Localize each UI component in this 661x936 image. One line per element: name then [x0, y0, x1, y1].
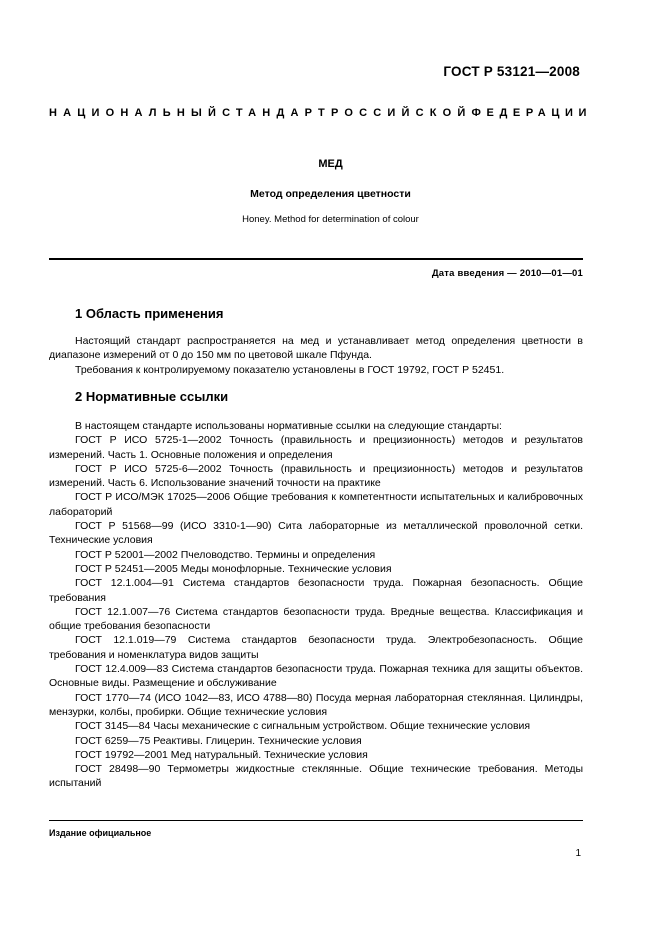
section-body — [49, 334, 583, 377]
reference-item: ГОСТ Р ИСО 5725-6—2002 Точность (правильность и прецизионность) методов и результатов измерений. Часть 6. Использование значений точности на практике — [49, 462, 583, 490]
document-subtitle: Метод определения цветности — [250, 188, 411, 200]
reference-item: ГОСТ Р ИСО/МЭК 17025—2006 Общие требования к компетентности испытательных и калибровочных лабораторий — [49, 491, 583, 518]
banner-word: СТАНДАРТ — [222, 107, 331, 119]
reference-item: ГОСТ 3145—84 Часы механические с сигнальным устройством. Общие технические условия — [75, 720, 531, 733]
paragraph: Требования к контролируемому показателю установлены в ГОСТ 19792, ГОСТ Р 52451. — [75, 363, 505, 376]
paragraph: В настоящем стандарте использованы нормативные ссылки на следующие стандарты: — [75, 420, 502, 432]
footer-divider — [49, 820, 583, 821]
reference-item: ГОСТ 6259—75 Реактивы. Глицерин. Технические условия — [75, 734, 362, 747]
page-number: 1 — [575, 848, 581, 859]
banner-word: ФЕДЕРАЦИИ — [471, 107, 592, 119]
reference-item: ГОСТ 12.4.009—83 Система стандартов безопасности труда. Пожарная техника для защиты объектов. Основные виды. Размещение и обслуживание — [49, 663, 583, 690]
paragraph: Настоящий стандарт распространяется на мед и устанавливает метод определения цветности в диапазоне измерений от 0 до 150 мм по цветовой шкале Пфунда. — [49, 335, 583, 362]
reference-item: ГОСТ 12.1.004—91 Система стандартов безопасности труда. Пожарная безопасность. Общие требования — [49, 577, 583, 604]
banner-word: НАЦИОНАЛЬНЫЙ — [49, 107, 223, 119]
official-edition-label: Издание официальное — [49, 828, 152, 838]
effective-date: Дата введения — 2010—01—01 — [431, 268, 583, 279]
document-number: ГОСТ Р 53121—2008 — [443, 64, 580, 79]
reference-item: ГОСТ Р 51568—99 (ИСО 3310-1—90) Сита лабораторные из металлической проволочной сетки. Технические условия — [49, 520, 583, 547]
reference-item: ГОСТ 19792—2001 Мед натуральный. Технические условия — [75, 748, 368, 761]
reference-item: ГОСТ Р ИСО 5725-1—2002 Точность (правильность и прецизионность) методов и результатов измерений. Часть 1. Основные положения и определения — [49, 434, 583, 461]
reference-item: ГОСТ 12.1.007—76 Система стандартов безопасности труда. Вредные вещества. Классификация и общие требования безопасности — [49, 605, 583, 633]
reference-item: ГОСТ 12.1.019—79 Система стандартов безопасности труда. Электробезопасность. Общие требования и номенклатура видов защиты — [49, 634, 583, 661]
reference-item: ГОСТ 1770—74 (ИСО 1042—83, ИСО 4788—80) Посуда мерная лабораторная стеклянная. Цилиндры, мензурки, колбы, пробирки. Общие технические условия — [49, 691, 583, 718]
section-heading: 1 Область применения — [75, 306, 224, 321]
title-divider — [49, 258, 583, 260]
reference-item: ГОСТ Р 52451—2005 Меды монофлорные. Технические условия — [75, 562, 392, 575]
section-body — [49, 419, 583, 791]
banner-word: РОССИЙСКОЙ — [330, 107, 472, 119]
english-title: Honey. Method for determination of colour — [242, 214, 419, 225]
section-heading: 2 Нормативные ссылки — [75, 389, 229, 404]
national-standard-banner — [49, 107, 592, 119]
reference-item: ГОСТ Р 52001—2002 Пчеловодство. Термины и определения — [75, 548, 376, 561]
document-title: МЕД — [318, 158, 343, 170]
reference-item: ГОСТ 28498—90 Термометры жидкостные стеклянные. Общие технические требования. Методы испытаний — [49, 763, 583, 790]
